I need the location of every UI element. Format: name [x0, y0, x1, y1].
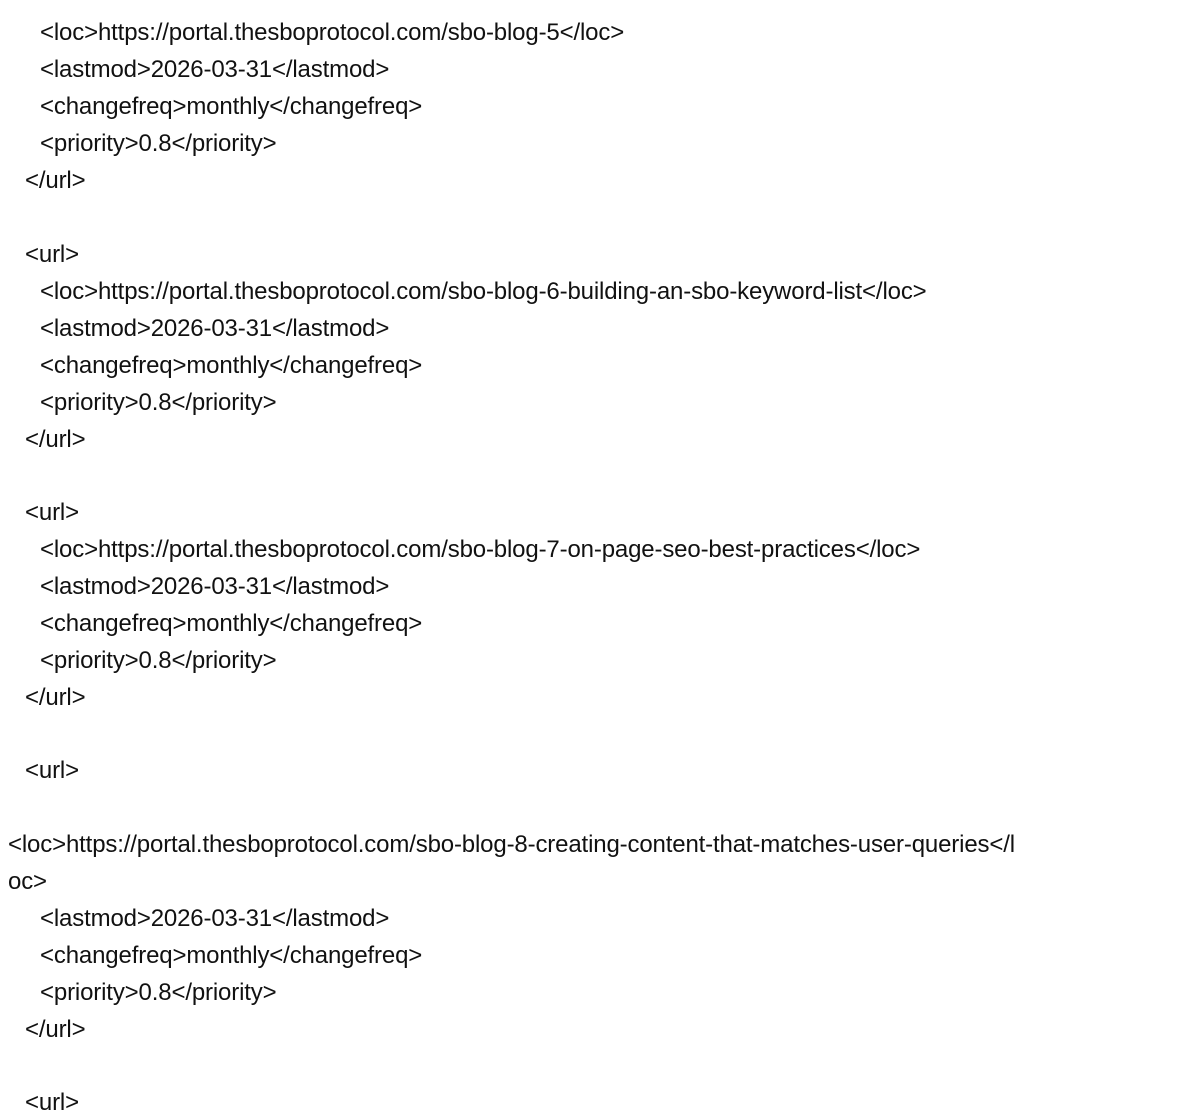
- url-open-tag: <url>: [25, 499, 79, 526]
- url-close-tag: </url>: [25, 684, 86, 711]
- url-close-tag: </url>: [25, 1016, 86, 1043]
- changefreq-line: <changefreq>monthly</changefreq>: [40, 610, 423, 637]
- changefreq-line: <changefreq>monthly</changefreq>: [40, 942, 423, 969]
- url-open-tag: <url>: [25, 241, 79, 268]
- changefreq-line: <changefreq>monthly</changefreq>: [40, 93, 423, 120]
- url-close-tag: </url>: [25, 167, 86, 194]
- priority-line: <priority>0.8</priority>: [40, 647, 277, 674]
- loc-line: <loc>https://portal.thesboprotocol.com/sbo-blog-6-building-an-sbo-keyword-list</loc>: [40, 278, 927, 305]
- lastmod-line: <lastmod>2026-03-31</lastmod>: [40, 905, 390, 932]
- url-open-tag: <url>: [25, 757, 79, 784]
- loc-line: <loc>https://portal.thesboprotocol.com/sbo-blog-7-on-page-seo-best-practices</loc>: [40, 536, 921, 563]
- url-close-tag: </url>: [25, 426, 86, 453]
- changefreq-line: <changefreq>monthly</changefreq>: [40, 352, 423, 379]
- url-open-tag: <url>: [25, 1089, 79, 1116]
- priority-line: <priority>0.8</priority>: [40, 979, 277, 1006]
- lastmod-line: <lastmod>2026-03-31</lastmod>: [40, 573, 390, 600]
- loc-line-wrapped: <loc>https://portal.thesboprotocol.com/sbo-blog-8-creating-content-that-matches-user-queries</l: [8, 831, 1015, 858]
- priority-line: <priority>0.8</priority>: [40, 389, 277, 416]
- loc-line: <loc>https://portal.thesboprotocol.com/sbo-blog-5</loc>: [40, 19, 625, 46]
- priority-line: <priority>0.8</priority>: [40, 130, 277, 157]
- loc-line-wrapped-tail: oc>: [8, 868, 47, 895]
- lastmod-line: <lastmod>2026-03-31</lastmod>: [40, 315, 390, 342]
- lastmod-line: <lastmod>2026-03-31</lastmod>: [40, 56, 390, 83]
